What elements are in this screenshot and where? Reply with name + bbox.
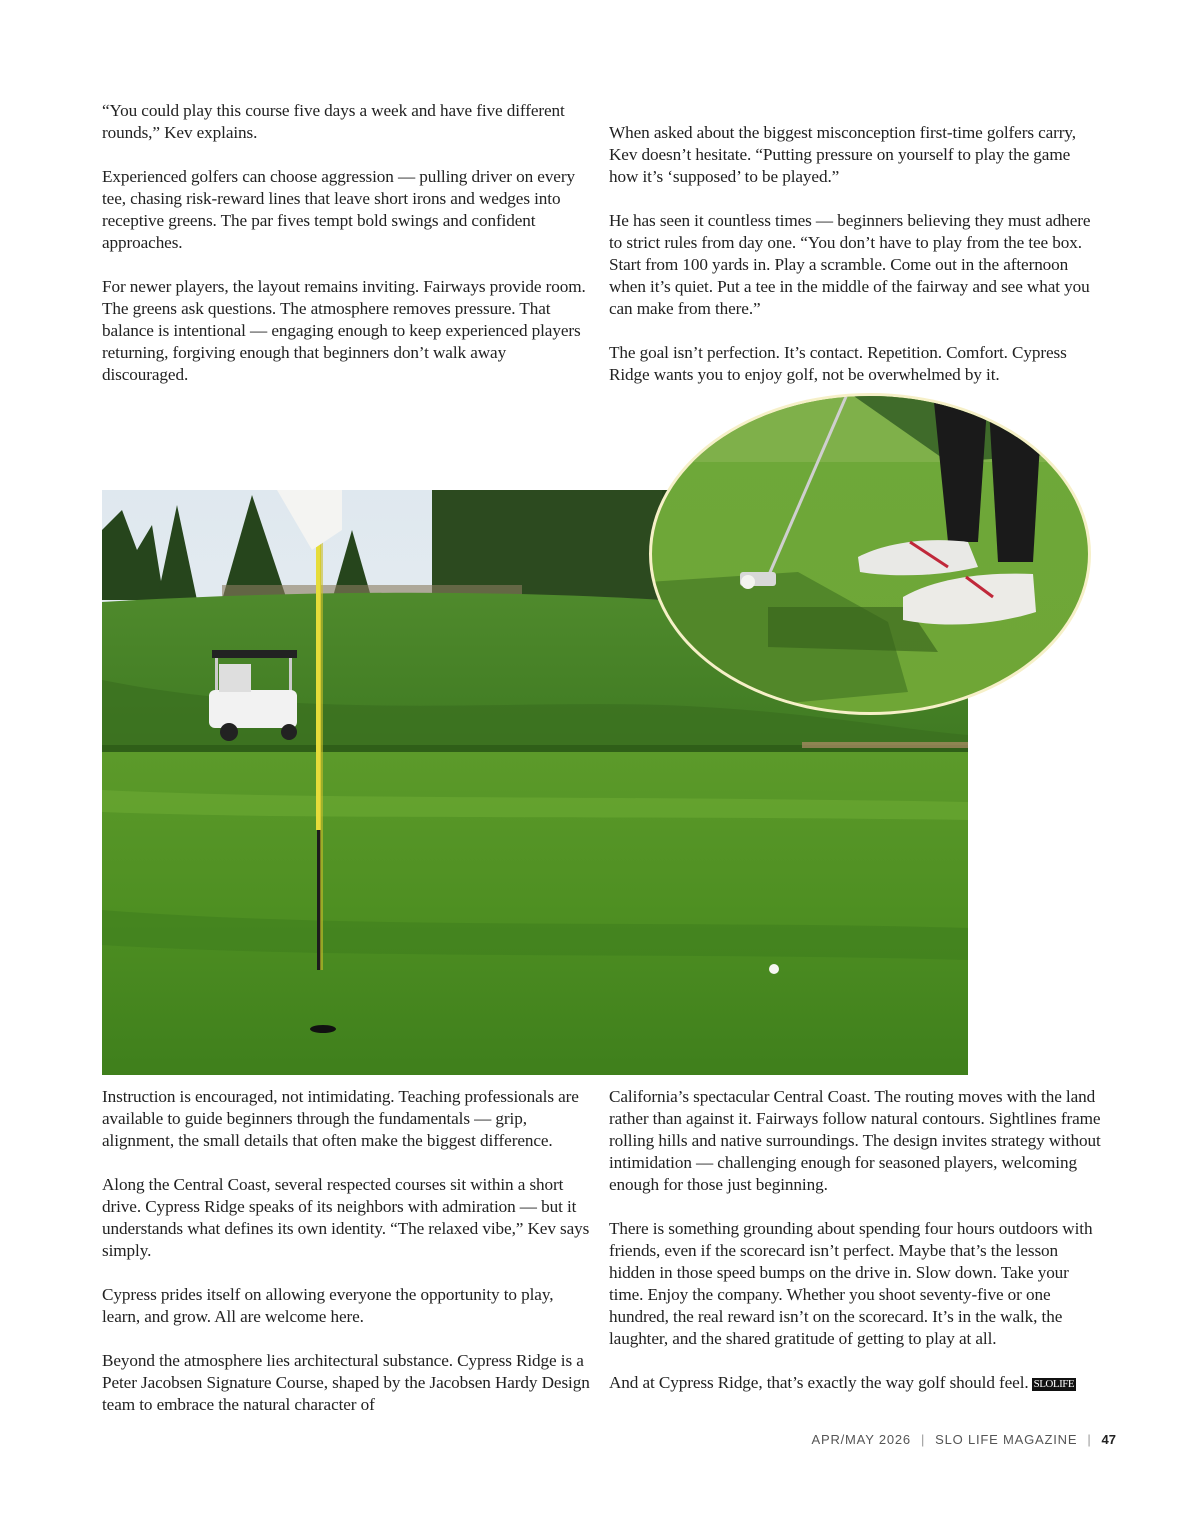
article-column-top-left	[102, 100, 592, 386]
paragraph: Experienced golfers can choose aggression — pulling driver on every tee, chasing risk-reward lines that leave short irons and wedges into receptive greens. The par fives tempt bold swings and confident approaches.	[102, 167, 575, 252]
paragraph: He has seen it countless times — beginners believing they must adhere to strict rules from day one. “You don’t have to play from the tee box. Start from 100 yards in. Play a scramble. Come out in the afternoon when it’s quiet. Put a tee in the middle of the fairway and see what you can make from there.”	[609, 211, 1091, 318]
issue-date: APR/MAY 2026	[811, 1432, 911, 1447]
magazine-name: SLO LIFE MAGAZINE	[935, 1432, 1078, 1447]
footer-separator: |	[920, 1432, 926, 1447]
paragraph	[609, 1372, 1104, 1394]
article-column-bottom-right	[609, 1086, 1104, 1394]
page-number: 47	[1101, 1432, 1116, 1447]
paragraph: California’s spectacular Central Coast. The routing moves with the land rather than against it. Fairways follow natural contours. Sightlines frame rolling hills and native surroundings. The design invites strategy without intimidation — challenging enough for seasoned players, welcoming enough for those just beginning.	[609, 1087, 1101, 1194]
paragraph: When asked about the biggest misconception first-time golfers carry, Kev doesn’t hesitate. “Putting pressure on yourself to play the game how it’s ‘supposed’ to be played.”	[609, 123, 1076, 186]
paragraph: For newer players, the layout remains inviting. Fairways provide room. The greens ask questions. The atmosphere removes pressure. That balance is intentional — engaging enough to keep experienced players returning, forgiving enough that beginners don’t walk away discouraged.	[102, 277, 586, 384]
page-footer	[812, 1432, 1116, 1447]
article-column-bottom-left	[102, 1086, 592, 1416]
paragraph: Cypress prides itself on allowing everyone the opportunity to play, learn, and grow. All are welcome here.	[102, 1285, 554, 1326]
closing-sentence: And at Cypress Ridge, that’s exactly the way golf should feel.	[609, 1373, 1029, 1392]
paragraph: Along the Central Coast, several respected courses sit within a short drive. Cypress Ridge speaks of its neighbors with admiration — but it understands what defines its own identity. “The relaxed vibe,” Kev says simply.	[102, 1175, 590, 1260]
end-mark-logo: SLOLIFE	[1033, 1378, 1075, 1390]
paragraph: “You could play this course five days a week and have five different rounds,” Kev explains.	[102, 101, 565, 142]
paragraph: Beyond the atmosphere lies architectural substance. Cypress Ridge is a Peter Jacobsen Signature Course, shaped by the Jacobsen Hardy Design team to embrace the natural character of	[102, 1351, 590, 1414]
putting-closeup-photo	[648, 392, 1092, 716]
paragraph: The goal isn’t perfection. It’s contact. Repetition. Comfort. Cypress Ridge wants you to enjoy golf, not be overwhelmed by it.	[609, 343, 1067, 384]
footer-separator: |	[1087, 1432, 1092, 1447]
article-column-top-right	[609, 122, 1099, 386]
paragraph: There is something grounding about spending four hours outdoors with friends, even if the scorecard isn’t perfect. Maybe that’s the lesson hidden in those speed bumps on the drive in. Slow down. Take your time. Enjoy the company. Whether you shoot seventy-five or one hundred, the real reward isn’t on the scorecard. It’s in the walk, the laughter, and the shared gratitude of getting to play at all.	[609, 1219, 1093, 1348]
paragraph: Instruction is encouraged, not intimidating. Teaching professionals are available to guide beginners through the fundamentals — grip, alignment, the small details that often make the biggest difference.	[102, 1087, 579, 1150]
